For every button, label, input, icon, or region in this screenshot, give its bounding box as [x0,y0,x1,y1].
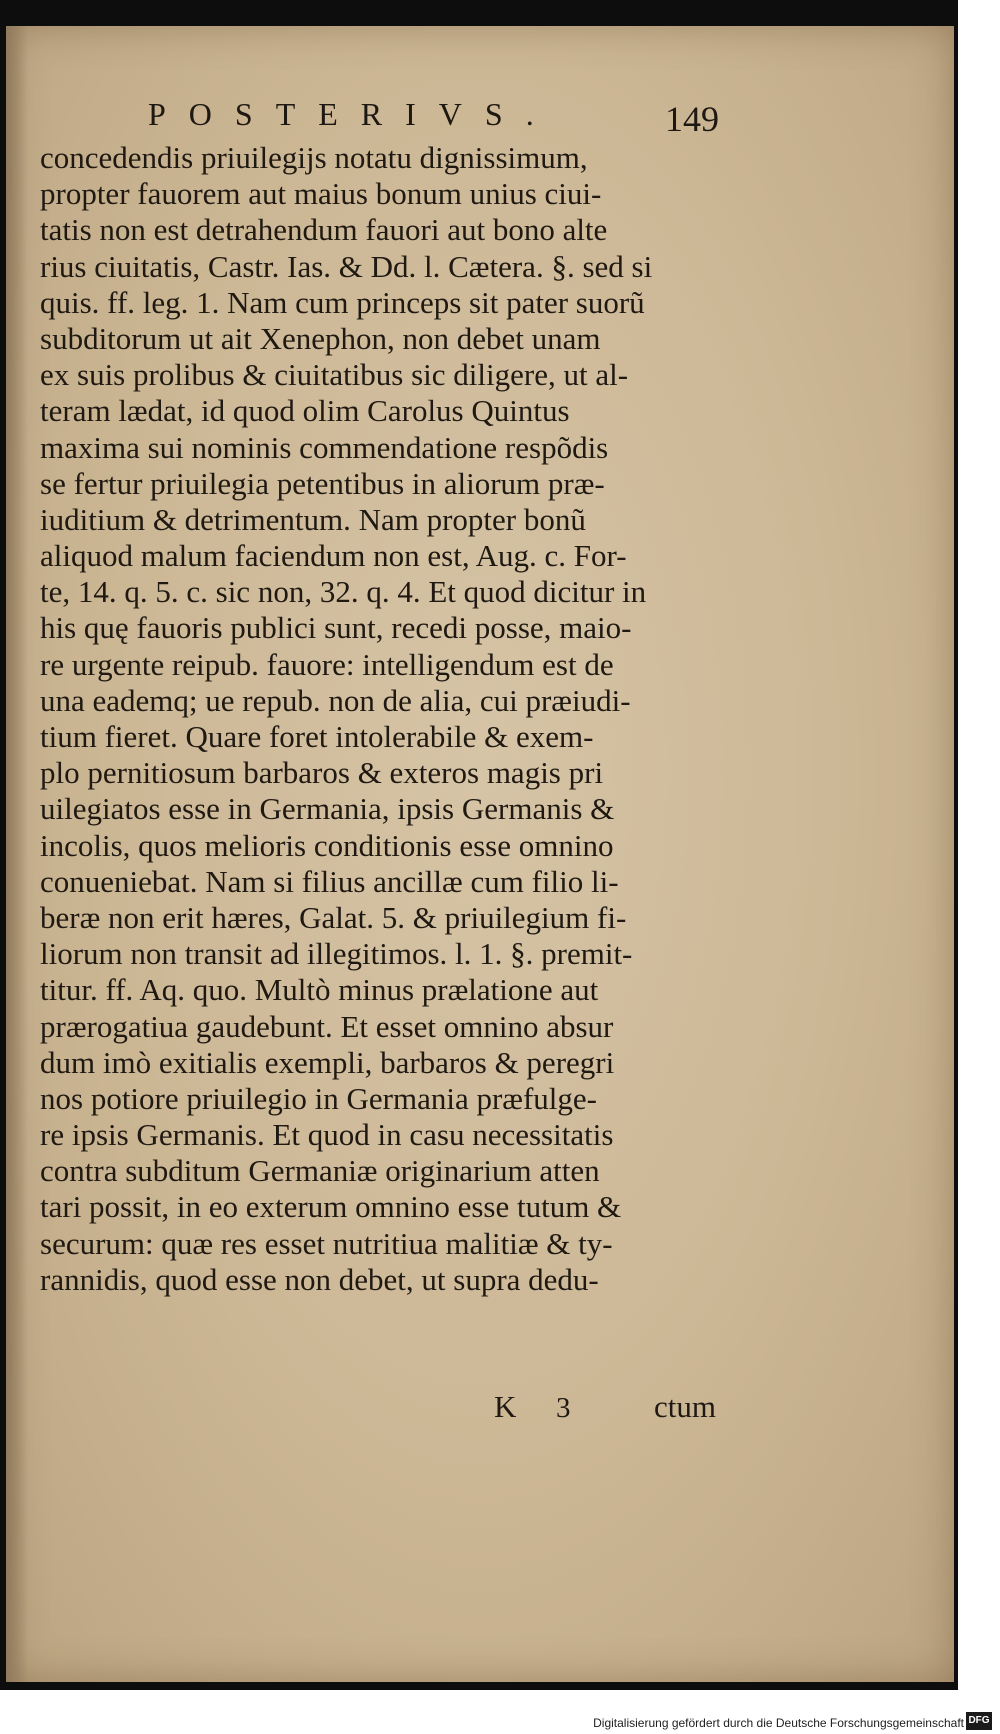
text-line: concedendis priuilegijs notatu dignissimum, [40,140,588,175]
text-line: prærogatiua gaudebunt. Et esset omnino absur [40,1008,614,1044]
text-line: contra subditum Germaniæ originarium atten [40,1153,600,1189]
running-head: POSTERIVS. [148,96,557,132]
text-line: rannidis, quod esse non debet, ut supra dedu- [40,1261,599,1297]
text-line: se fertur priuilegia petentibus in aliorum præ- [40,465,605,501]
signature-mark: K [494,1389,517,1424]
dfg-logo-icon: DFG [966,1712,992,1730]
text-line: propter fauorem aut maius bonum unius ciui- [40,176,602,212]
funding-credit: Digitalisierung gefördert durch die Deutsche Forschungsgemeinschaft [593,1716,964,1730]
page-gutter-shadow [6,26,28,1682]
text-line: dum imò exitialis exempli, barbaros & peregri [40,1044,615,1080]
text-line: subditorum ut ait Xenephon, non debet unam [40,320,601,356]
folio-number: 149 [665,99,719,139]
text-line: incolis, quos melioris conditionis esse omnino [40,827,614,863]
text-line: securum: quæ res esset nutritiua malitiæ & ty- [40,1225,613,1261]
text-line: plo pernitiosum barbaros & exteros magis pri [40,755,604,791]
text-line: ex suis prolibus & ciuitatibus sic diligere, ut al- [40,357,629,393]
text-line: re ipsis Germanis. Et quod in casu necessitatis [40,1117,614,1153]
text-line: his quę fauoris publici sunt, recedi posse, maio- [40,610,632,646]
text-line: nos potiore priuilegio in Germania præfulge- [40,1080,598,1116]
text-line: quis. ff. leg. 1. Nam cum princeps sit pater suorũ [40,284,645,320]
text-line: tium fieret. Quare foret intolerabile & exem- [40,719,594,754]
text-line: iuditium & detrimentum. Nam propter bonũ [40,501,586,537]
catchword: ctum [654,1389,716,1424]
text-line: te, 14. q. 5. c. sic non, 32. q. 4. Et quod dicitur in [40,574,647,610]
text-line: teram lædat, id quod olim Carolus Quintus [40,393,570,429]
signature-number: 3 [556,1392,571,1424]
text-line: liorum non transit ad illegitimos. l. 1. §. premit- [40,936,633,972]
text-line: rius ciuitatis, Castr. Ias. & Dd. l. Cætera. §. sed si [40,248,653,284]
text-line: re urgente reipub. fauore: intelligendum est de [40,646,614,682]
text-line: titur. ff. Aq. quo. Multò minus prælatione aut [40,972,599,1008]
text-line: tari possit, in eo exterum omnino esse tutum & [40,1189,622,1225]
text-line: tatis non est detrahendum fauori aut bono alte [40,212,608,248]
text-line: uilegiatos esse in Germania, ipsis Germanis & [40,791,615,827]
text-line: beræ non erit hæres, Galat. 5. & priuilegium fi- [40,899,627,935]
text-line: aliquod malum faciendum non est, Aug. c. For- [40,538,627,574]
text-line: conueniebat. Nam si filius ancillæ cum filio li- [40,863,619,899]
body-text [40,140,740,1298]
text-line: una eademq; ue repub. non de alia, cui præiudi- [40,682,631,718]
text-line: maxima sui nominis commendatione respõdis [40,429,609,465]
